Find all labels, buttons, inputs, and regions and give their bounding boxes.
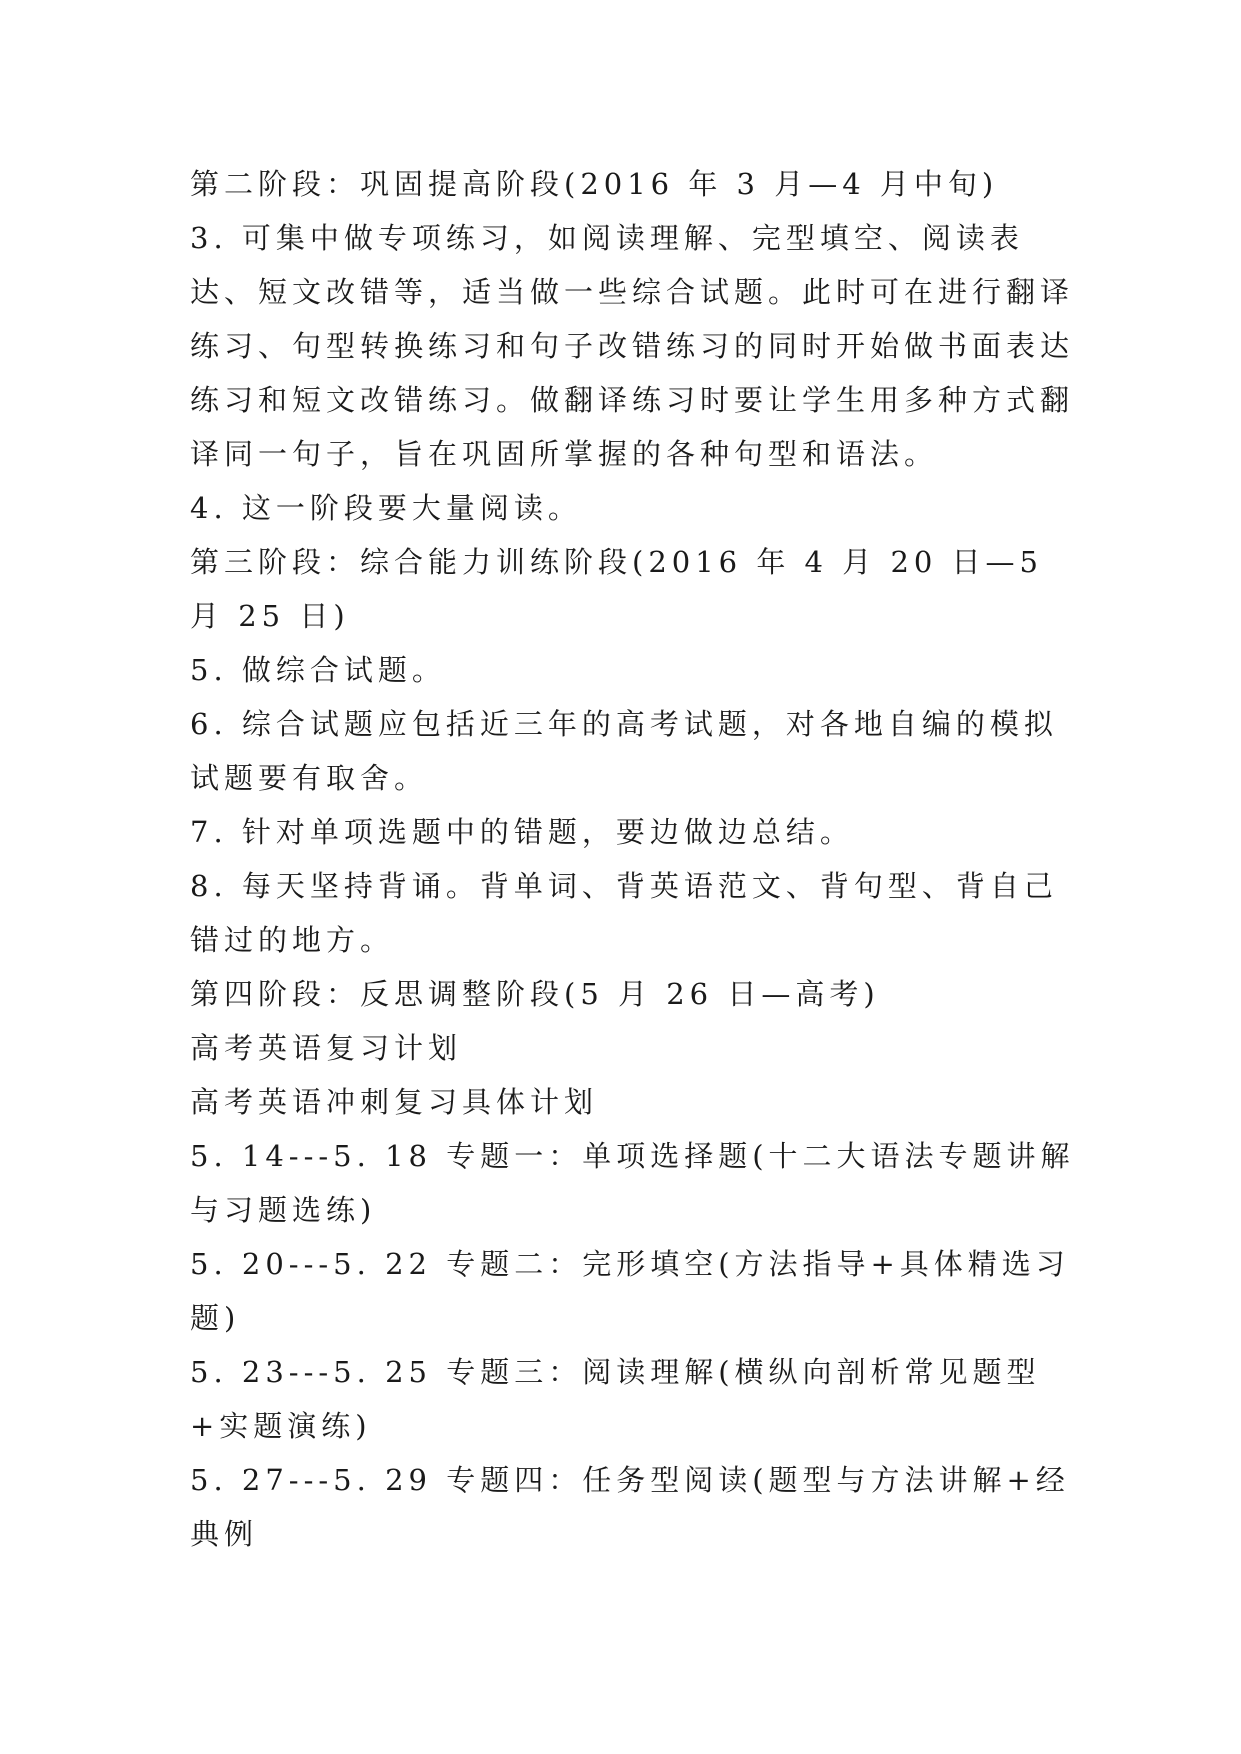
stage-three-heading: 第三阶段：综合能力训练阶段(2016 年 4 月 20 日—5 月 25 日) [190, 545, 1044, 633]
stage-two-heading: 第二阶段：巩固提高阶段(2016 年 3 月—4 月中旬) [190, 167, 999, 201]
topic-one-line: 5. 14---5. 18 专题一：单项选择题(十二大语法专题讲解与习题选练) [190, 1139, 1075, 1227]
topic-three-line: 5. 23---5. 25 专题三：阅读理解(横纵向剖析常见题型+实题演练) [190, 1355, 1041, 1443]
review-plan-title: 高考英语复习计划 [190, 1031, 463, 1065]
item-6-paragraph: 6. 综合试题应包括近三年的高考试题，对各地自编的模拟试题要有取舍。 [190, 707, 1058, 795]
stage-four-heading: 第四阶段：反思调整阶段(5 月 26 日—高考) [190, 977, 880, 1011]
item-8-paragraph: 8. 每天坚持背诵。背单词、背英语范文、背句型、背自己错过的地方。 [190, 869, 1058, 957]
sprint-plan-title: 高考英语冲刺复习具体计划 [190, 1085, 599, 1119]
topic-four-line: 5. 27---5. 29 专题四：任务型阅读(题型与方法讲解+经典例 [190, 1463, 1070, 1551]
item-3-paragraph: 3. 可集中做专项练习，如阅读理解、完型填空、阅读表达、短文改错等，适当做一些综合试题。此时可在进行翻译练习、句型转换练习和句子改错练习的同时开始做书面表达练习和短文改错练习。做翻译练习时要让学生用多种方式翻译同一句子，旨在巩固所掌握的各种句型和语法。 [190, 221, 1075, 471]
topic-two-line: 5. 20---5. 22 专题二：完形填空(方法指导+具体精选习题) [190, 1247, 1070, 1335]
item-5-paragraph: 5. 做综合试题。 [190, 653, 446, 687]
item-4-paragraph: 4. 这一阶段要大量阅读。 [190, 491, 582, 525]
document-body [190, 157, 1090, 1561]
item-7-paragraph: 7. 针对单项选题中的错题，要边做边总结。 [190, 815, 854, 849]
